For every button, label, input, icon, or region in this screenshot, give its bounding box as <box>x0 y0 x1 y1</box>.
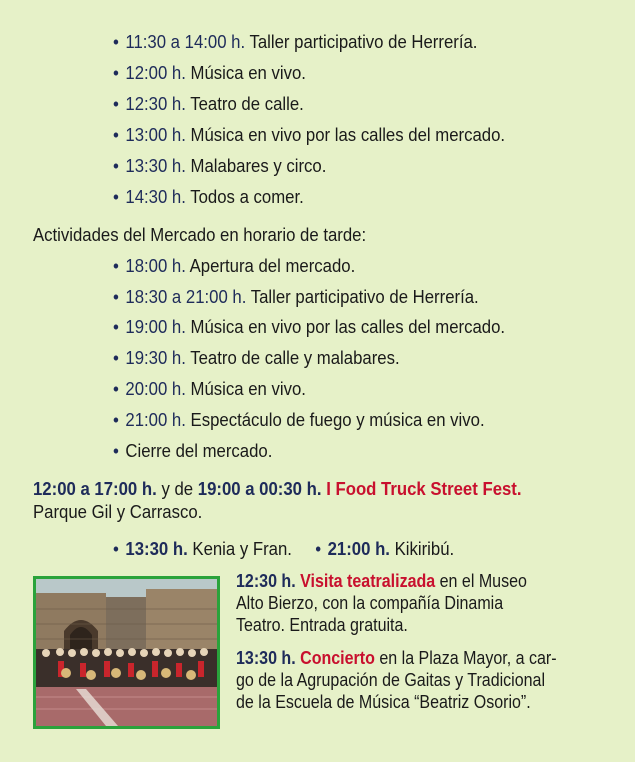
activity-text: Taller participativo de Herrería. <box>250 287 479 307</box>
activity-text: Música en vivo por las calles del mercado. <box>190 125 506 145</box>
list-item: • 19:30 h. Teatro de calle y malabares. <box>113 348 400 368</box>
list-item: • 18:00 h. Apertura del mercado. <box>113 256 356 276</box>
event-time: 12:30 h. <box>236 571 296 591</box>
event-time: 13:30 h. <box>236 648 296 668</box>
activity-time: 21:00 h. <box>125 410 186 430</box>
activity-time: 12:00 h. <box>125 63 186 83</box>
activity-time: 13:00 h. <box>125 125 186 145</box>
activity-time: 18:30 a 21:00 h. <box>125 287 247 307</box>
event-title: Visita teatralizada <box>300 571 436 591</box>
activity-text: Música en vivo. <box>190 63 306 83</box>
concert-time: 21:00 h. <box>327 539 390 559</box>
list-item: • 21:00 h. Espectáculo de fuego y música en vivo. <box>113 410 485 430</box>
activity-time: 18:00 h. <box>125 256 186 276</box>
activity-text: Teatro de calle y malabares. <box>190 348 400 368</box>
list-item: • 13:30 h. Malabares y circo. <box>113 156 327 176</box>
list-item: • 13:00 h. Música en vivo por las calles del mercado. <box>113 125 506 145</box>
list-item: • 13:30 h. Kenia y Fran. <box>113 539 292 559</box>
concert-text: Kenia y Fran. <box>192 539 292 559</box>
activity-text: Espectáculo de fuego y música en vivo. <box>190 410 485 430</box>
concert-time: 13:30 h. <box>125 539 188 559</box>
activity-time: 12:30 h. <box>125 94 186 114</box>
activity-text: Todos a comer. <box>190 187 304 207</box>
activity-time: 19:30 h. <box>125 348 186 368</box>
photo-illustration <box>36 579 217 726</box>
activity-text: Apertura del mercado. <box>189 256 356 276</box>
afternoon-heading: Actividades del Mercado en horario de tarde: <box>33 225 367 245</box>
list-item: • 14:30 h. Todos a comer. <box>113 187 304 207</box>
events-block <box>236 570 604 724</box>
fest-title: I Food Truck Street Fest. <box>326 479 522 499</box>
list-item: • 11:30 a 14:00 h. Taller participativo de Herrería. <box>113 32 478 52</box>
list-item: • 12:00 h. Música en vivo. <box>113 63 306 83</box>
fest-time-1: 12:00 a 17:00 h. <box>33 479 157 499</box>
event-concierto: 13:30 h. Concierto en la Plaza Mayor, a car- go de la Agrupación de Gaitas y Tradicional de la Escuela de Música “Beatriz Osorio”. <box>236 648 557 712</box>
concert-text: Kikiribú. <box>394 539 455 559</box>
activity-text: Música en vivo por las calles del mercado. <box>190 317 506 337</box>
activity-text: Taller participativo de Herrería. <box>249 32 478 52</box>
activity-time: 14:30 h. <box>125 187 186 207</box>
concerts-line <box>113 538 473 560</box>
activity-text: Teatro de calle. <box>190 94 304 114</box>
fest-joiner: y de <box>161 479 194 499</box>
fest-time-2: 19:00 a 00:30 h. <box>197 479 322 499</box>
activity-time: 11:30 a 14:00 h. <box>125 32 246 52</box>
event-visita: 12:30 h. Visita teatralizada en el Museo Alto Bierzo, con la compañía Dinamia Teatro. Entrada gratuita. <box>236 571 527 635</box>
bagpipe-group-photo <box>33 576 220 729</box>
list-item: • Cierre del mercado. <box>113 441 273 461</box>
list-item: • 21:00 h. Kikiribú. <box>315 539 455 559</box>
food-truck-fest <box>33 478 633 524</box>
activity-time: 19:00 h. <box>125 317 186 337</box>
list-item: • 18:30 a 21:00 h. Taller participativo de Herrería. <box>113 287 479 307</box>
activity-text: Cierre del mercado. <box>125 441 273 461</box>
fest-place: Parque Gil y Carrasco. <box>33 502 203 522</box>
list-item: • 12:30 h. Teatro de calle. <box>113 94 304 114</box>
event-title: Concierto <box>300 648 375 668</box>
activity-time: 13:30 h. <box>125 156 186 176</box>
list-item: • 20:00 h. Música en vivo. <box>113 379 306 399</box>
activity-time: 20:00 h. <box>125 379 186 399</box>
activity-text: Malabares y circo. <box>190 156 327 176</box>
activity-text: Música en vivo. <box>190 379 306 399</box>
list-item: • 19:00 h. Música en vivo por las calles del mercado. <box>113 317 506 337</box>
